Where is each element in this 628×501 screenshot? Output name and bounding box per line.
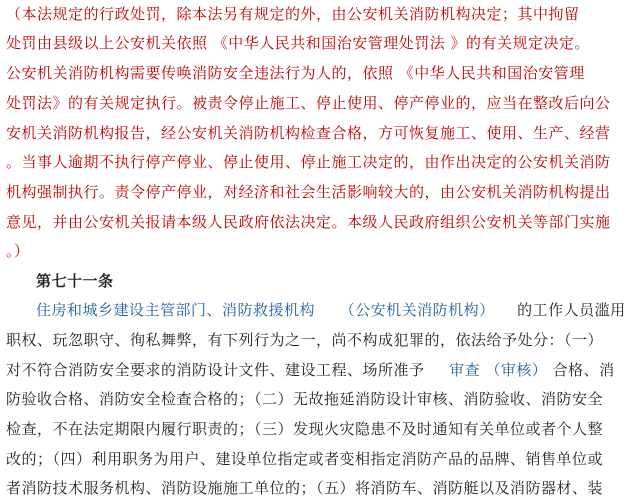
article-line: 检查，不在法定期限内履行职责的；（三）发现火灾隐患不及时通知有关单位或者个人整: [6, 420, 604, 438]
article-line: [36, 298, 626, 322]
article-title: 第七十一条: [36, 272, 114, 290]
deleted-text-line: 公安机关消防机构需要传唤消防安全违法行为人的，依照 《中华人民共和国治安管理: [6, 64, 585, 82]
deleted-text-line: 。）: [6, 242, 30, 260]
deleted-text-line: 。当事人逾期不执行停产停业、停止使用、停止施工决定的，由作出决定的公安机关消防: [6, 153, 611, 171]
body-text: 对不符合消防安全要求的消防设计文件、建设工程、场所准予: [6, 361, 425, 379]
deleted-text-line: 处罚法》的有关规定执行。被责令停止施工、停止使用、停产停业的，应当在整改后向公: [6, 94, 611, 112]
inserted-text: 审查: [449, 361, 481, 379]
deleted-text-line: 处罚由县级以上公安机关依照 《中华人民共和国治安管理处罚法 》的有关规定决定。: [6, 34, 591, 52]
article-line: 改的；（四）利用职务为用户、建设单位指定或者变相指定消防产品的品牌、销售单位或: [6, 450, 604, 468]
deleted-text-line: （本法规定的行政处罚，除本法另有规定的外，由公安机关消防机构决定；其中拘留: [6, 5, 580, 23]
article-line: [6, 358, 615, 382]
inserted-text: 住房和城乡建设主管部门、消防救援机构: [36, 301, 316, 319]
deleted-text-line: 意见，并由公安机关报请本级人民政府依法决定。本级人民政府组织公安机关等部门实施: [6, 213, 611, 231]
deleted-text: （审核）: [485, 361, 548, 379]
article-line: 者消防技术服务机构、消防设施施工单位的；（五）将消防车、消防艇以及消防器材、装: [6, 479, 604, 497]
article-line: 职权、玩忽职守、徇私舞弊，有下列行为之一，尚不构成犯罪的，依法给予处分：（一）: [6, 331, 604, 349]
deleted-text: （公安机关消防机构）: [339, 301, 495, 319]
article-line: 防验收合格、消防安全检查合格的；（二）无故拖延消防设计审核、消防验收、消防安全: [6, 390, 604, 408]
body-text: 的工作人员滥用: [517, 301, 626, 319]
deleted-text-line: 安机关消防机构报告，经公安机关消防机构检查合格，方可恢复施工、使用、生产、经营: [6, 124, 611, 142]
body-text: 合格、消: [552, 361, 615, 379]
deleted-text-line: 机构强制执行。责令停产停业，对经济和社会生活影响较大的，由公安机关消防机构提出: [6, 183, 611, 201]
